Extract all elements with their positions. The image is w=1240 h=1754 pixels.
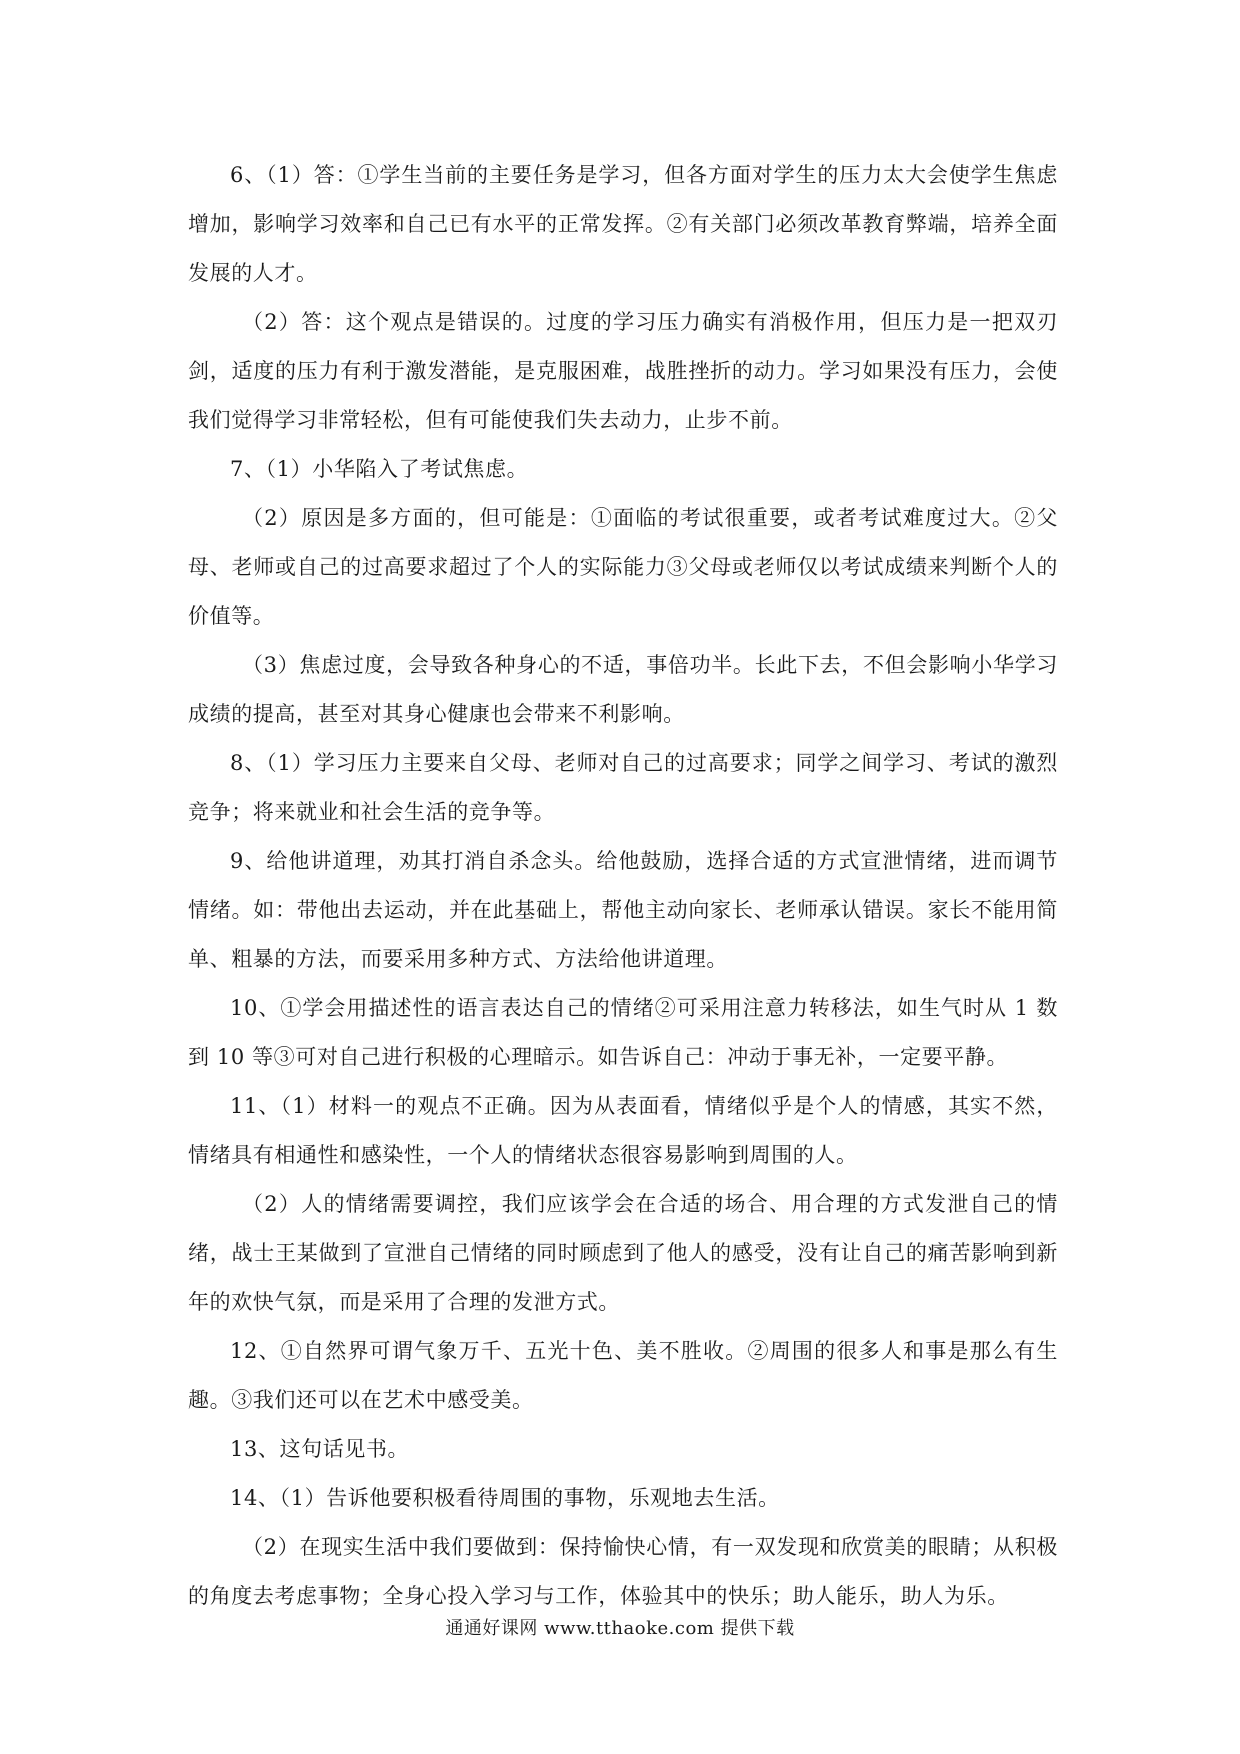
answer-6-2: （2）答：这个观点是错误的。过度的学习压力确实有消极作用，但压力是一把双刃剑，适度的压力有利于激发潜能，是克服困难，战胜挫折的动力。学习如果没有压力，会使我们觉得学习非常轻松，但有可能使我们失去动力，止步不前。 bbox=[188, 310, 1058, 432]
answer-7-2: （2）原因是多方面的，但可能是：①面临的考试很重要，或者考试难度过大。②父母、老师或自己的过高要求超过了个人的实际能力③父母或老师仅以考试成绩来判断个人的价值等。 bbox=[188, 506, 1058, 628]
answer-8-1: 8、（1）学习压力主要来自父母、老师对自己的过高要求；同学之间学习、考试的激烈竞争；将来就业和社会生活的竞争等。 bbox=[188, 751, 1058, 824]
answer-9: 9、给他讲道理，劝其打消自杀念头。给他鼓励，选择合适的方式宣泄情绪，进而调节情绪。如：带他出去运动，并在此基础上，帮他主动向家长、老师承认错误。家长不能用简单、粗暴的方法，而要采用多种方式、方法给他讲道理。 bbox=[188, 849, 1058, 971]
answer-13: 13、这句话见书。 bbox=[230, 1437, 410, 1461]
answer-14-2: （2）在现实生活中我们要做到：保持愉快心情，有一双发现和欣赏美的眼睛；从积极的角度去考虑事物；全身心投入学习与工作，体验其中的快乐；助人能乐，助人为乐。 bbox=[188, 1535, 1058, 1608]
answer-7-3: （3）焦虑过度，会导致各种身心的不适，事倍功半。长此下去，不但会影响小华学习成绩的提高，甚至对其身心健康也会带来不利影响。 bbox=[188, 653, 1058, 726]
answer-10: 10、①学会用描述性的语言表达自己的情绪②可采用注意力转移法，如生气时从 1 数到 10 等③可对自己进行积极的心理暗示。如告诉自己：冲动于事无补，一定要平静。 bbox=[188, 996, 1058, 1069]
answer-11-2: （2）人的情绪需要调控，我们应该学会在合适的场合、用合理的方式发泄自己的情绪，战士王某做到了宣泄自己情绪的同时顾虑到了他人的感受，没有让自己的痛苦影响到新年的欢快气氛，而是采用了合理的发泄方式。 bbox=[188, 1192, 1058, 1314]
answer-7-1: 7、（1）小华陷入了考试焦虑。 bbox=[230, 457, 529, 481]
answer-6-1: 6、（1）答：①学生当前的主要任务是学习，但各方面对学生的压力太大会使学生焦虑增加，影响学习效率和自己已有水平的正常发挥。②有关部门必须改革教育弊端，培养全面发展的人才。 bbox=[188, 163, 1058, 285]
page-footer: 通通好课网 www.tthaoke.com 提供下载 bbox=[445, 1618, 795, 1639]
answer-12: 12、①自然界可谓气象万千、五光十色、美不胜收。②周围的很多人和事是那么有生趣。③我们还可以在艺术中感受美。 bbox=[188, 1339, 1058, 1412]
answer-14-1: 14、（1）告诉他要积极看待周围的事物，乐观地去生活。 bbox=[230, 1486, 780, 1510]
answer-content bbox=[188, 151, 1058, 1621]
answer-11-1: 11、（1）材料一的观点不正确。因为从表面看，情绪似乎是个人的情感，其实不然，情绪具有相通性和感染性，一个人的情绪状态很容易影响到周围的人。 bbox=[188, 1094, 1058, 1167]
